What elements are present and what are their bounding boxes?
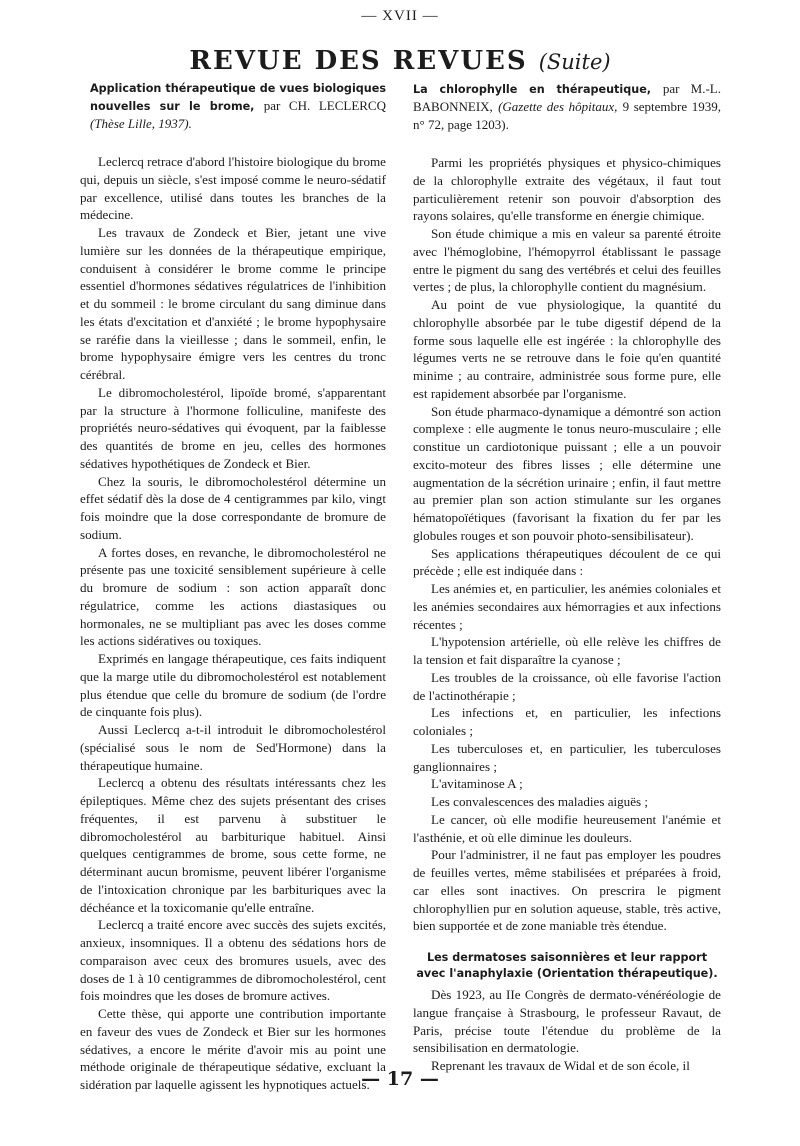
article-title: La chlorophylle en thérapeutique, — [413, 83, 652, 96]
paragraph: Aussi Leclercq a-t-il introduit le dibromocholestérol (spécialisé sous le nom de Sed'Hormone) dans la thérapeutique humaine. — [80, 722, 386, 773]
indication-item: Les anémies et, en particulier, les anémies coloniales et les anémies secondaires aux hémorragies et aux infections récentes ; — [413, 581, 721, 632]
article-source: (Gazette des hôpitaux, — [498, 99, 618, 114]
paragraph: Ses applications thérapeutiques découlent de ce qui précède ; elle est indiquée dans : — [413, 545, 721, 579]
paragraph: Le dibromocholestérol, lipoïde bromé, s'apparentant par la structure à l'hormone folliculine, manifeste des propriétés neuro-sédatives qui évoquent, par la faiblesse des quantités de brome en jeu, celles des hormones sédatives hypothétiques de Zondeck et Bier. — [80, 384, 386, 471]
indication-item: Le cancer, où elle modifie heureusement l'anémie et l'asthénie, et où elle diminue les douleurs. — [413, 811, 721, 845]
paragraph: Leclercq a traité encore avec succès des sujets excités, anxieux, insomniques. Il a obtenu des sédations hors de comparaison avec ceux des bromures usuels, avec des doses de 1 à 10 centigrammes de dibromocholestérol, cent fois moindres que les doses de bromure actives. — [80, 917, 386, 1004]
paragraph: Cette thèse, qui apporte une contribution importante en faveur des vues de Zondeck et Bier sur les hormones sédatives, a encore le mérite d'avoir mis au point une méthode originale de thérapeutique sédative, excluant la sidération par laquelle agissent les hypnotiques actuels. — [80, 1006, 386, 1092]
left-column — [80, 80, 386, 1094]
paragraph: Au point de vue physiologique, la quantité du chlorophylle absorbée par le tube digestif dépend de la forme sous laquelle elle est ingérée : la chlorophylle des légumes verts ne se retrouve dans le foie qu'en quantité minime ; au contraire, administrée sous forme pure, elle est rapidement absorbée par l'organisme. — [413, 297, 721, 401]
page-number: — 17 — — [361, 1068, 439, 1090]
section-heading-dermatoses: Les dermatoses saisonnières et leur rapport avec l'anaphylaxie (Orientation thérapeutique). — [416, 951, 718, 980]
paragraph: A fortes doses, en revanche, le dibromocholestérol ne présente pas une toxicité sensiblement supérieure à celle du bromure de sodium : son action apparaît donc régulatrice, comme les actions diastasiques ou hormonales, ne se multipliant pas avec les doses comme les actions sidératives ou toxiques. — [80, 544, 386, 649]
roman-page-number: — XVII — — [361, 8, 439, 24]
page-title-suffix: (Suite) — [538, 50, 611, 74]
paragraph: Pour l'administrer, il ne faut pas employer les poudres de feuilles vertes, même stabilisées et préparées à froid, car elles sont inactives. On prescrira le pigment chlorophyllien pur en solution aqueuse, stable, très active, bien supportée et de zone maniable très étendue. — [413, 847, 721, 934]
paragraph: Leclercq retrace d'abord l'histoire biologique du brome qui, depuis un siècle, s'est imposé comme le neuro-sédatif par excellence, utilisé dans toutes les branches de la médecine. — [80, 154, 386, 223]
page-header — [0, 46, 800, 76]
indication-item: L'avitaminose A ; — [431, 776, 523, 792]
article-heading-brome — [80, 80, 386, 133]
paragraph: Chez la souris, le dibromocholestérol détermine un effet sédatif dès la dose de 4 centigrammes par kilo, vingt fois moindre que la dose correspondante de bromure de sodium. — [80, 473, 386, 542]
paragraph: Son étude pharmaco-dynamique a démontré son action complexe : elle augmente le tonus neuro-musculaire ; elle constitue un cardiotonique puissant ; elle a un pouvoir excito-moteur des fibres lisses ; elle détermine une augmentation de la sécrétion urinaire ; enfin, il faut mettre au premier plan son action stimulante sur les organes hématopoïétiques (favorisant la fixation du fer par les globules rouges et son pouvoir photo-sensibilisateur). — [413, 403, 721, 543]
indication-item: L'hypotension artérielle, où elle relève les chiffres de la tension et fait disparaître la cyanose ; — [413, 634, 721, 667]
indication-item: Les convalescences des maladies aiguës ; — [431, 794, 649, 809]
article-author: par M.-L. BABONNEIX, — [413, 81, 721, 114]
paragraph: Son étude chimique a mis en valeur sa parenté étroite avec l'hémoglobine, l'hémopyrrol établissant le passage entre le pigment du sang des vertébrés et celui des feuilles vertes ; de plus, la chlorophylle contient du magnésium. — [413, 226, 721, 295]
paragraph: Reprenant les travaux de Widal et de son école, il — [431, 1058, 690, 1073]
indication-item: Les infections et, en particulier, les infections coloniales ; — [413, 705, 721, 738]
article-source: (Thèse Lille, 1937). — [90, 116, 192, 131]
paragraph: Parmi les propriétés physiques et physico-chimiques de la chlorophylle extraite des végétaux, il faut tout particulièrement retenir son pouvoir d'absorption des rayons solaires, qu'elle transforme en énergie chimique. — [413, 155, 721, 224]
paragraph: Dès 1923, au IIe Congrès de dermato-vénéréologie de langue française à Strasbourg, le professeur Ravaut, de Paris, précise toute l'étendue du problème de la sensibilisation en dermatologie. — [413, 987, 721, 1056]
right-column — [413, 80, 721, 1075]
indication-item: Les tuberculoses et, en particulier, les tuberculoses ganglionnaires ; — [413, 740, 721, 774]
article-heading-chlorophylle — [413, 80, 721, 134]
article-title: Application thérapeutique de vues biologiques nouvelles sur le brome, — [90, 82, 386, 113]
article-author: par CH. LECLERCQ — [263, 98, 386, 113]
paragraph: Les travaux de Zondeck et Bier, jetant une vive lumière sur les données de la thérapeutique empirique, conduisent à considérer le brome comme le principe essentiel d'hormones sédatives régulatrices de l'inhibition et du sommeil : le brome circulant du sang diminue dans les états d'excitation et d'anxiété ; le brome hypophysaire se raréfie dans la vieillesse ; dans le sommeil, enfin, le brome hypophysaire émigre vers les centres du tronc cérébral. — [80, 225, 386, 382]
page-title: REVUE DES REVUES — [189, 46, 528, 76]
paragraph: Leclercq a obtenu des résultats intéressants chez les épileptiques. Même chez des sujets présentant des crises fréquentes, il est parvenu à substituer le dibromocholestérol au barbiturique habituel. Ainsi quelques centigrammes de brome, sous cette forme, ne déterminant aucun bromisme, peuvent libérer l'organisme de l'intoxication chronique par les barbituriques avec la déchéance et la toxicomanie qu'elle entraîne. — [80, 775, 386, 915]
article-date: 9 septembre 1939, n° 72, page 1203). — [413, 99, 721, 132]
indication-item: Les troubles de la croissance, où elle favorise l'action de l'actinothérapie ; — [413, 669, 721, 703]
paragraph: Exprimés en langage thérapeutique, ces faits indiquent que la marge utile du dibromocholestérol est notablement plus étendue que celle du bromure de sodium (de l'ordre de cinquante fois plus). — [80, 651, 386, 720]
